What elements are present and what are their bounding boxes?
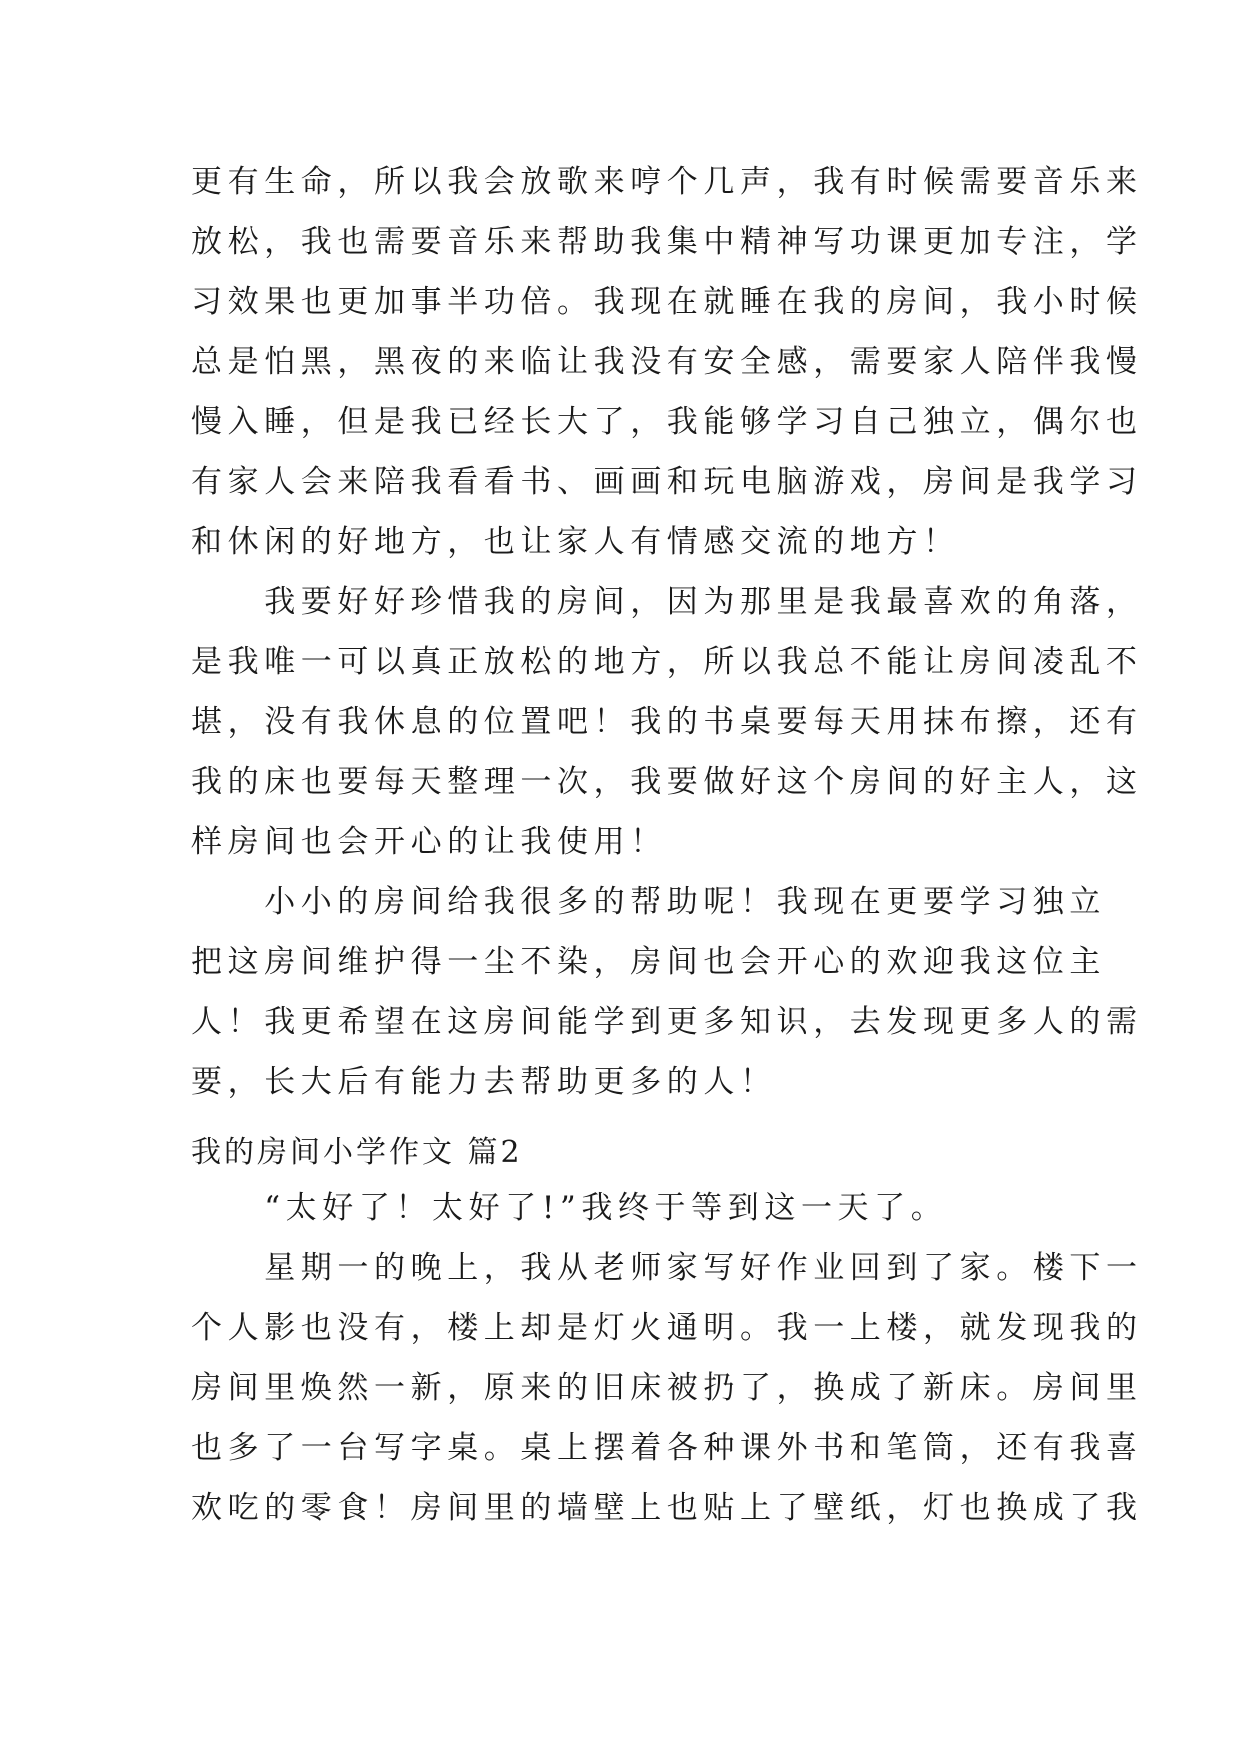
text-line: 星期一的晚上，我从老师家写好作业回到了家。楼下一 [191, 1250, 1143, 1286]
section-heading: 我的房间小学作文 篇2 [191, 1135, 523, 1170]
text-line: 房间里焕然一新，原来的旧床被扔了，换成了新床。房间里 [191, 1370, 1143, 1406]
text-line: 我要好好珍惜我的房间，因为那里是我最喜欢的角落， [191, 584, 1143, 620]
text-line: 慢入睡，但是我已经长大了，我能够学习自己独立，偶尔也 [191, 404, 1143, 440]
text-line: 欢吃的零食！房间里的墙壁上也贴上了壁纸，灯也换成了我 [191, 1490, 1143, 1526]
text-line: 有家人会来陪我看看书、画画和玩电脑游戏，房间是我学习 [191, 464, 1143, 500]
text-line: 小小的房间给我很多的帮助呢！我现在更要学习独立 [191, 884, 1106, 920]
text-line: 放松，我也需要音乐来帮助我集中精神写功课更加专注，学 [191, 224, 1143, 260]
text-line: “太好了！太好了!”我终于等到这一天了。 [191, 1190, 948, 1226]
text-line: 堪，没有我休息的位置吧！我的书桌要每天用抹布擦，还有 [191, 704, 1143, 740]
text-line: 要，长大后有能力去帮助更多的人！ [191, 1064, 777, 1100]
text-line: 更有生命，所以我会放歌来哼个几声，我有时候需要音乐来 [191, 164, 1143, 200]
text-line: 总是怕黑，黑夜的来临让我没有安全感，需要家人陪伴我慢 [191, 344, 1143, 380]
text-line: 是我唯一可以真正放松的地方，所以我总不能让房间凌乱不 [191, 644, 1143, 680]
text-line: 我的床也要每天整理一次，我要做好这个房间的好主人，这 [191, 764, 1143, 800]
text-line: 样房间也会开心的让我使用！ [191, 824, 667, 860]
text-line: 个人影也没有，楼上却是灯火通明。我一上楼，就发现我的 [191, 1310, 1143, 1346]
text-line: 把这房间维护得一尘不染，房间也会开心的欢迎我这位主 [191, 944, 1106, 980]
text-line: 也多了一台写字桌。桌上摆着各种课外书和笔筒，还有我喜 [191, 1430, 1143, 1466]
text-line: 人！我更希望在这房间能学到更多知识，去发现更多人的需 [191, 1004, 1143, 1040]
text-line: 习效果也更加事半功倍。我现在就睡在我的房间，我小时候 [191, 284, 1143, 320]
text-line: 和休闲的好地方，也让家人有情感交流的地方！ [191, 524, 960, 560]
